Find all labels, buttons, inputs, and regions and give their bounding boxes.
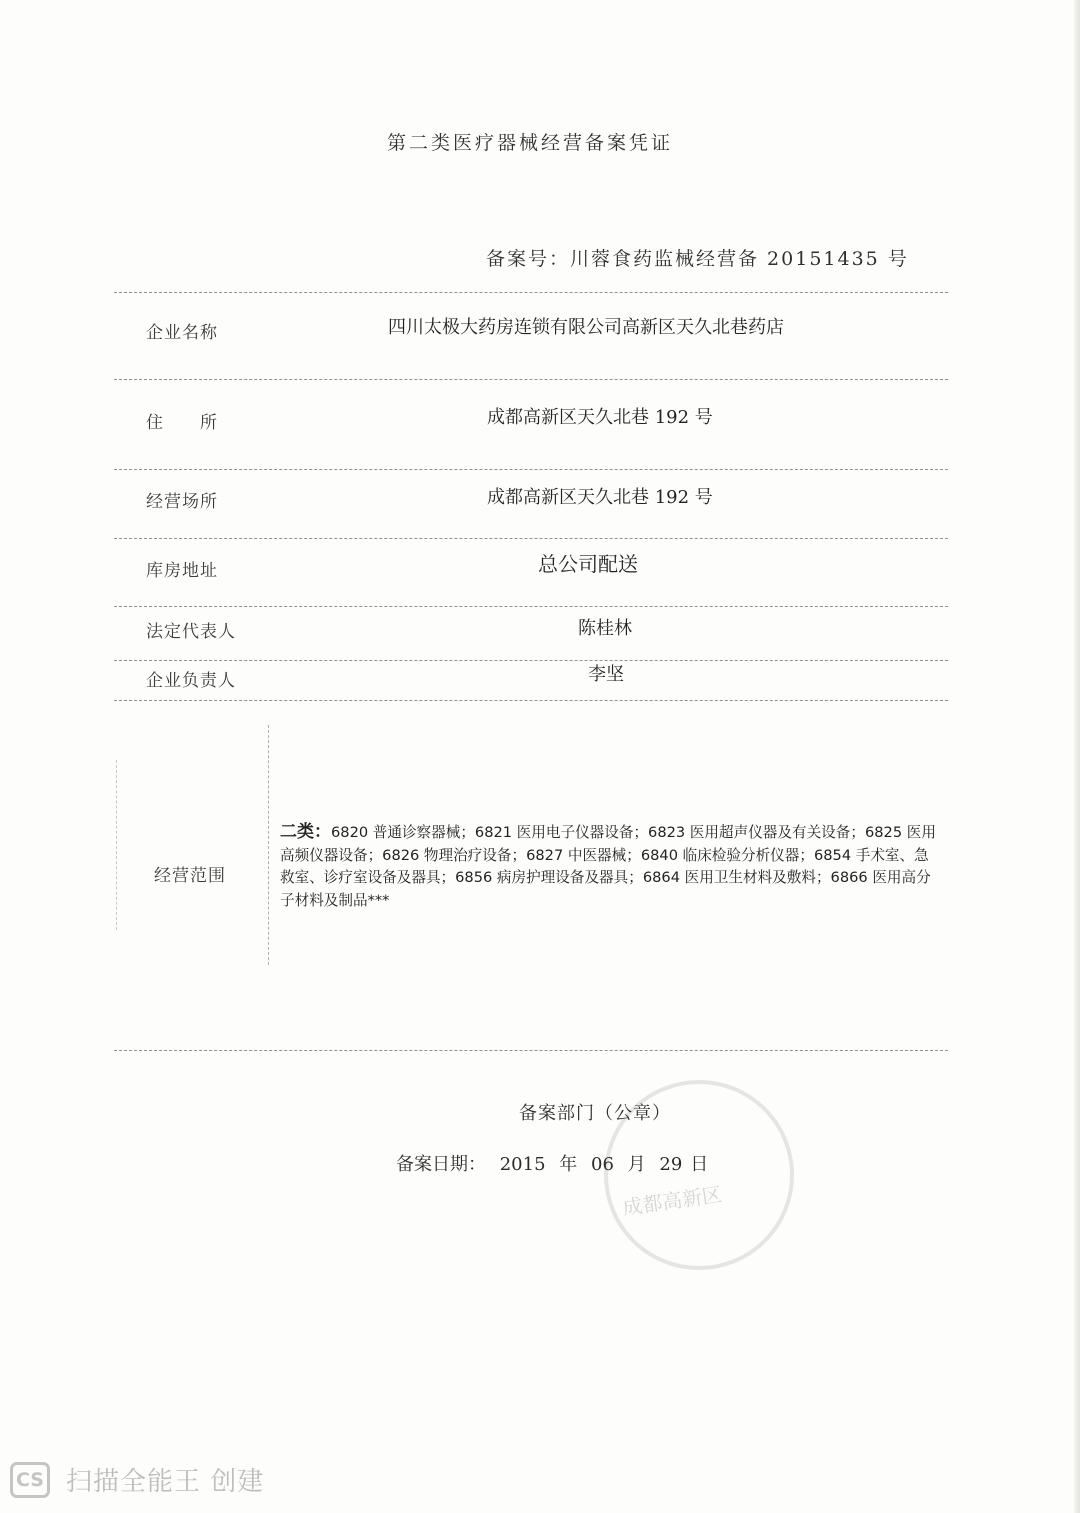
row-value-enterprise-manager: 李坚 bbox=[588, 664, 624, 685]
filing-date bbox=[396, 1150, 716, 1176]
row-value-warehouse-address: 总公司配送 bbox=[538, 552, 638, 576]
filing-department: 备案部门（公章） bbox=[519, 1103, 671, 1124]
row-divider bbox=[114, 469, 948, 470]
record-number bbox=[486, 244, 909, 271]
document-title: 第二类医疗器械经营备案凭证 bbox=[386, 132, 673, 154]
row-label-domicile: 住 所 bbox=[146, 413, 218, 433]
watermark-text: 扫描全能王 创建 bbox=[66, 1467, 265, 1497]
row-label-enterprise-manager: 企业负责人 bbox=[146, 671, 236, 691]
camscanner-logo-icon: CS bbox=[10, 1462, 50, 1498]
official-seal-text: 成都高新区 bbox=[621, 1182, 724, 1220]
row-divider bbox=[114, 606, 948, 607]
row-divider bbox=[114, 538, 948, 539]
row-value-domicile: 成都高新区天久北巷 192 号 bbox=[487, 407, 713, 428]
row-label-business-premises: 经营场所 bbox=[146, 492, 218, 512]
business-scope-items: 6820 普通诊察器械；6821 医用电子仪器设备；6823 医用超声仪器及有关设备；6825 医用高频仪器设备；6826 物理治疗设备；6827 中医器械；6840 临床检验分析仪器；6854 手术室、急救室、诊疗室设备及器具；6856 病房护理设备及器具；6864 医用卫生材料及敷料；6866 医用高分子材料及制品*** bbox=[280, 824, 936, 909]
table-left-border bbox=[116, 760, 117, 930]
row-divider bbox=[114, 700, 948, 701]
row-divider bbox=[114, 379, 948, 380]
record-number-value: 川蓉食药监械经营备 20151435 号 bbox=[570, 248, 909, 270]
row-divider bbox=[114, 660, 948, 661]
row-label-warehouse-address: 库房地址 bbox=[146, 561, 218, 581]
row-label-business-scope: 经营范围 bbox=[154, 866, 226, 886]
business-scope-heading: 二类： bbox=[280, 822, 331, 842]
row-label-company-name: 企业名称 bbox=[146, 323, 218, 343]
filing-date-day: 29 bbox=[659, 1154, 683, 1175]
row-value-business-premises: 成都高新区天久北巷 192 号 bbox=[487, 487, 713, 508]
row-value-legal-representative: 陈桂林 bbox=[578, 618, 632, 639]
scanner-watermark bbox=[10, 1461, 264, 1498]
filing-date-year-unit: 年 bbox=[559, 1154, 578, 1175]
filing-date-day-unit: 日 bbox=[690, 1154, 709, 1175]
filing-date-year: 2015 bbox=[499, 1154, 546, 1175]
filing-date-label: 备案日期： bbox=[396, 1154, 486, 1175]
row-label-legal-representative: 法定代表人 bbox=[146, 622, 236, 642]
row-value-company-name: 四川太极大药房连锁有限公司高新区天久北巷药店 bbox=[388, 317, 784, 338]
table-top-border bbox=[114, 292, 948, 293]
filing-date-month: 06 bbox=[591, 1154, 614, 1175]
table-bottom-border bbox=[114, 1050, 948, 1051]
column-divider bbox=[268, 725, 269, 965]
page-edge bbox=[1074, 0, 1080, 1513]
business-scope-text bbox=[280, 821, 940, 912]
record-number-label: 备案号： bbox=[486, 248, 571, 270]
filing-date-month-unit: 月 bbox=[627, 1154, 646, 1175]
